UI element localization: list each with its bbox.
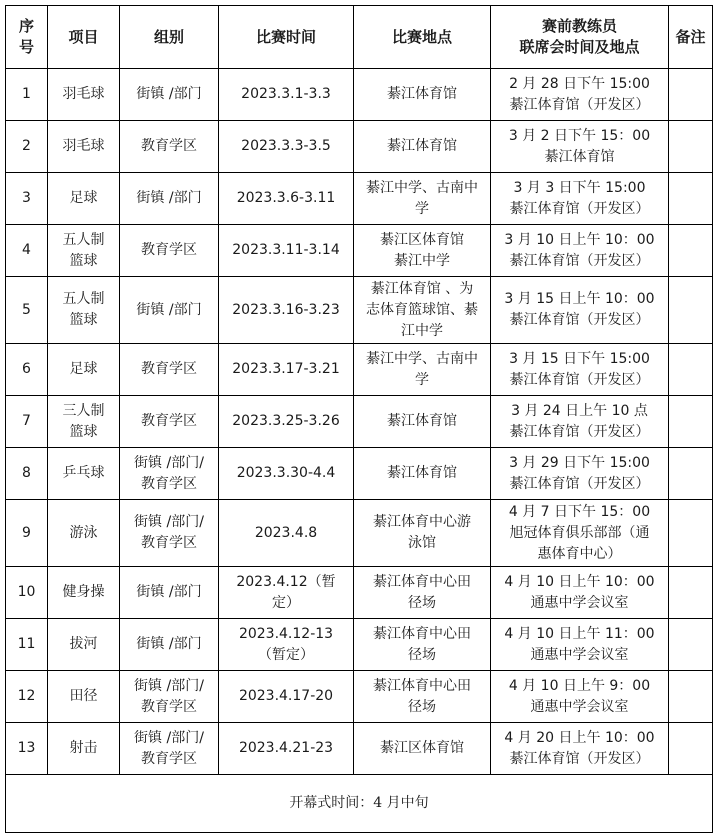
cell-time: 2023.4.21-23: [219, 723, 354, 775]
cell-project: 足球: [48, 344, 120, 396]
cell-meeting: 3 月 15 日下午 15:00 綦江体育馆（开发区）: [491, 344, 669, 396]
cell-venue: 綦江中学、古南中 学: [354, 344, 491, 396]
cell-meeting: 4 月 10 日上午 11：00 通惠中学会议室: [491, 619, 669, 671]
cell-meeting: 4 月 20 日上午 10：00 綦江体育馆（开发区）: [491, 723, 669, 775]
cell-no: 8: [6, 448, 48, 500]
table-row: [6, 619, 713, 671]
table-row: [6, 500, 713, 567]
cell-remark: [669, 500, 713, 567]
cell-time: 2023.3.25-3.26: [219, 396, 354, 448]
cell-group: 街镇 /部门: [120, 173, 219, 225]
cell-time: 2023.4.12-13 （暂定）: [219, 619, 354, 671]
cell-time: 2023.4.12（暂 定）: [219, 567, 354, 619]
cell-project: 射击: [48, 723, 120, 775]
cell-meeting: 3 月 29 日下午 15:00 綦江体育馆（开发区）: [491, 448, 669, 500]
cell-group: 街镇 /部门/ 教育学区: [120, 500, 219, 567]
cell-meeting: 3 月 3 日下午 15:00 綦江体育馆（开发区）: [491, 173, 669, 225]
cell-venue: 綦江体育馆: [354, 448, 491, 500]
cell-time: 2023.3.3-3.5: [219, 121, 354, 173]
table-row: [6, 344, 713, 396]
header-row: [6, 6, 713, 69]
cell-venue: 綦江区体育馆 綦江中学: [354, 225, 491, 277]
cell-group: 街镇 /部门: [120, 619, 219, 671]
cell-venue: 綦江体育馆: [354, 396, 491, 448]
cell-group: 教育学区: [120, 344, 219, 396]
header-time: 比赛时间: [219, 6, 354, 69]
cell-time: 2023.3.16-3.23: [219, 277, 354, 344]
opening-ceremony-note: 开幕式时间：4 月中旬: [6, 775, 713, 833]
cell-venue: 綦江体育中心游 泳馆: [354, 500, 491, 567]
cell-remark: [669, 619, 713, 671]
competition-schedule-table: [5, 5, 713, 833]
header-meeting: 赛前教练员 联席会时间及地点: [491, 6, 669, 69]
cell-venue: 綦江中学、古南中 学: [354, 173, 491, 225]
cell-remark: [669, 69, 713, 121]
cell-remark: [669, 567, 713, 619]
cell-meeting: 4 月 10 日上午 10：00 通惠中学会议室: [491, 567, 669, 619]
header-project: 项目: [48, 6, 120, 69]
cell-remark: [669, 121, 713, 173]
header-no: 序 号: [6, 6, 48, 69]
table-row: [6, 277, 713, 344]
cell-no: 4: [6, 225, 48, 277]
cell-group: 教育学区: [120, 396, 219, 448]
cell-meeting: 3 月 15 日上午 10：00 綦江体育馆（开发区）: [491, 277, 669, 344]
cell-no: 12: [6, 671, 48, 723]
header-remark: 备注: [669, 6, 713, 69]
table-row: [6, 173, 713, 225]
cell-remark: [669, 723, 713, 775]
cell-venue: 綦江体育中心田 径场: [354, 671, 491, 723]
cell-group: 街镇 /部门/ 教育学区: [120, 671, 219, 723]
cell-time: 2023.3.30-4.4: [219, 448, 354, 500]
cell-group: 街镇 /部门: [120, 69, 219, 121]
cell-project: 乒乓球: [48, 448, 120, 500]
table-row: [6, 448, 713, 500]
cell-project: 五人制 篮球: [48, 277, 120, 344]
cell-project: 三人制 篮球: [48, 396, 120, 448]
cell-group: 教育学区: [120, 225, 219, 277]
cell-project: 足球: [48, 173, 120, 225]
table-row: [6, 225, 713, 277]
cell-no: 1: [6, 69, 48, 121]
cell-venue: 綦江区体育馆: [354, 723, 491, 775]
cell-no: 6: [6, 344, 48, 396]
cell-no: 2: [6, 121, 48, 173]
cell-remark: [669, 225, 713, 277]
cell-group: 街镇 /部门: [120, 567, 219, 619]
cell-project: 五人制 篮球: [48, 225, 120, 277]
cell-no: 7: [6, 396, 48, 448]
cell-no: 9: [6, 500, 48, 567]
cell-venue: 綦江体育馆 、为 志体育篮球馆、綦 江中学: [354, 277, 491, 344]
table-row: [6, 121, 713, 173]
cell-project: 健身操: [48, 567, 120, 619]
cell-meeting: 3 月 2 日下午 15：00 綦江体育馆: [491, 121, 669, 173]
cell-remark: [669, 671, 713, 723]
cell-project: 羽毛球: [48, 121, 120, 173]
cell-venue: 綦江体育中心田 径场: [354, 567, 491, 619]
table-row: [6, 69, 713, 121]
cell-group: 街镇 /部门/ 教育学区: [120, 723, 219, 775]
cell-no: 11: [6, 619, 48, 671]
table-row: [6, 396, 713, 448]
cell-group: 街镇 /部门/ 教育学区: [120, 448, 219, 500]
cell-no: 5: [6, 277, 48, 344]
cell-time: 2023.3.6-3.11: [219, 173, 354, 225]
cell-remark: [669, 448, 713, 500]
cell-project: 拔河: [48, 619, 120, 671]
cell-time: 2023.4.17-20: [219, 671, 354, 723]
cell-no: 13: [6, 723, 48, 775]
cell-remark: [669, 344, 713, 396]
table-row: [6, 567, 713, 619]
cell-time: 2023.3.17-3.21: [219, 344, 354, 396]
cell-no: 3: [6, 173, 48, 225]
cell-time: 2023.4.8: [219, 500, 354, 567]
table-row: [6, 671, 713, 723]
cell-project: 田径: [48, 671, 120, 723]
cell-venue: 綦江体育中心田 径场: [354, 619, 491, 671]
cell-meeting: 4 月 7 日下午 15：00 旭冠体育俱乐部部（通 惠体育中心）: [491, 500, 669, 567]
cell-group: 教育学区: [120, 121, 219, 173]
header-venue: 比赛地点: [354, 6, 491, 69]
cell-meeting: 3 月 10 日上午 10：00 綦江体育馆（开发区）: [491, 225, 669, 277]
cell-remark: [669, 173, 713, 225]
cell-venue: 綦江体育馆: [354, 121, 491, 173]
cell-project: 羽毛球: [48, 69, 120, 121]
header-group: 组别: [120, 6, 219, 69]
cell-time: 2023.3.1-3.3: [219, 69, 354, 121]
cell-remark: [669, 396, 713, 448]
cell-meeting: 3 月 24 日上午 10 点 綦江体育馆（开发区）: [491, 396, 669, 448]
cell-meeting: 2 月 28 日下午 15:00 綦江体育馆（开发区）: [491, 69, 669, 121]
cell-group: 街镇 /部门: [120, 277, 219, 344]
cell-project: 游泳: [48, 500, 120, 567]
cell-venue: 綦江体育馆: [354, 69, 491, 121]
table-row: [6, 723, 713, 775]
cell-no: 10: [6, 567, 48, 619]
cell-meeting: 4 月 10 日上午 9：00 通惠中学会议室: [491, 671, 669, 723]
cell-remark: [669, 277, 713, 344]
cell-time: 2023.3.11-3.14: [219, 225, 354, 277]
